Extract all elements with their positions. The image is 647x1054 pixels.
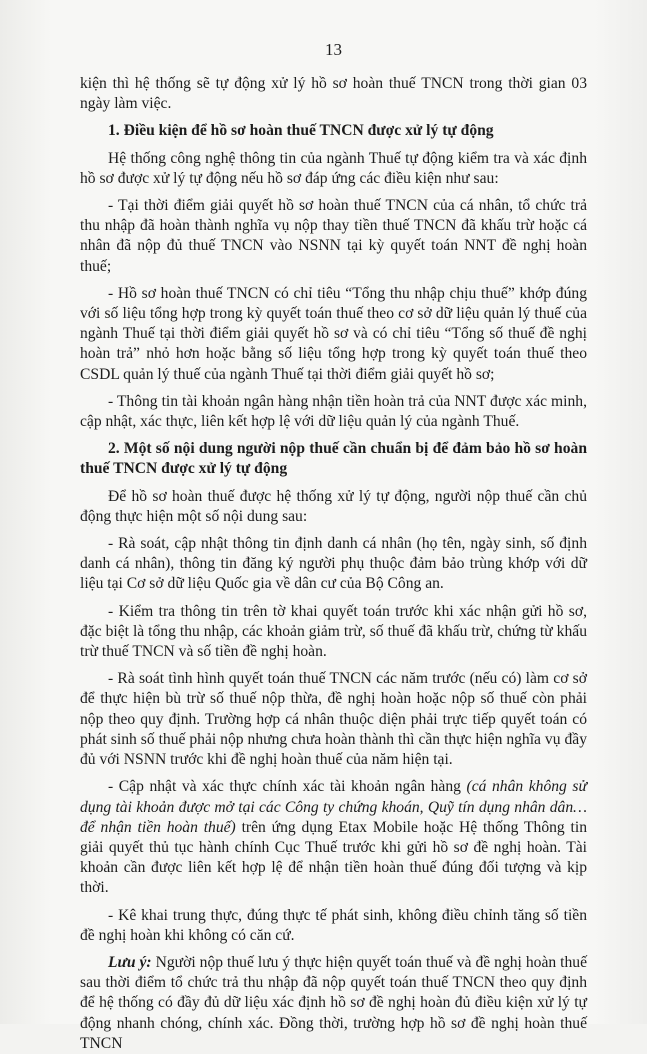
preparation-item-4-italic-note: (cá nhân không sử dụng tài khoản được mở tại các Công ty chứng khoán, Quỹ tín dụng nhân dân… để nhận tiền hoàn thuế) xyxy=(80,778,587,836)
paragraph-intro-2: Để hồ sơ hoàn thuế được hệ thống xử lý tự động, người nộp thuế cần chủ động thực hiện một số nội dung sau: xyxy=(80,487,587,525)
preparation-item-1: - Rà soát, cập nhật thông tin định danh cá nhân (họ tên, ngày sinh, số định danh cá nhân), thông tin đăng ký người phụ thuộc đảm bảo trùng khớp với dữ liệu tại Cơ sở dữ liệu Quốc gia về dân cư của Bộ Công an. xyxy=(80,535,587,593)
condition-item-1: - Tại thời điểm giải quyết hồ sơ hoàn thuế TNCN của cá nhân, tổ chức trả thu nhập đã hoàn thành nghĩa vụ nộp thay tiền thuế TNCN đã khấu trừ hoặc cá nhân đã nộp đủ thuế TNCN vào NSNN tại kỳ quyết toán NNT đề nghị hoàn thuế; xyxy=(80,197,587,275)
page-number: 13 xyxy=(325,40,342,59)
note-paragraph xyxy=(80,953,587,1054)
preparation-item-4-end: trên ứng dụng Etax Mobile hoặc Hệ thống Thông tin giải quyết thủ tục hành chính Cục Thuế trước khi gửi hồ sơ đề nghị hoàn. Tài khoản cần được liên kết hợp lệ để nhận tiền hoàn thuế đúng đối tượng và kịp thời. xyxy=(80,818,587,897)
preparation-item-4-start: - Cập nhật và xác thực chính xác tài khoản ngân hàng xyxy=(108,778,467,796)
condition-item-3: - Thông tin tài khoản ngân hàng nhận tiền hoàn trả của NNT được xác minh, cập nhật, xác thực, liên kết hợp lệ với dữ liệu quản lý của ngành Thuế. xyxy=(80,392,587,431)
section-heading-2: 2. Một số nội dung người nộp thuế cần chuẩn bị để đảm bảo hồ sơ hoàn thuế TNCN được xử lý tự động xyxy=(80,440,587,478)
paragraph-continuation: kiện thì hệ thống sẽ tự động xử lý hồ sơ hoàn thuế TNCN trong thời gian 03 ngày làm việc. xyxy=(80,75,587,113)
preparation-item-4 xyxy=(80,777,587,898)
note-label: Lưu ý: xyxy=(108,953,152,971)
preparation-item-2: - Kiểm tra thông tin trên tờ khai quyết toán trước khi xác nhận gửi hồ sơ, đặc biệt là tổng thu nhập, các khoản giảm trừ, số thuế đã khấu trừ, chứng từ khấu trừ thuế TNCN và số tiền đề nghị hoàn. xyxy=(80,602,587,661)
section-heading-1: 1. Điều kiện để hồ sơ hoàn thuế TNCN được xử lý tự động xyxy=(108,122,494,140)
note-text: Người nộp thuế lưu ý thực hiện quyết toán thuế và đề nghị hoàn thuế sau thời điểm tổ chức trả thu nhập đã nộp quyết toán thuế TNCN theo quy định để hệ thống có đầy đủ dữ liệu xác định hồ sơ đề nghị hoàn đủ điều kiện xử lý tự động nhanh chóng, chính xác. Đồng thời, trường hợp hồ sơ đề nghị hoàn thuế TNCN xyxy=(80,953,587,1052)
preparation-item-3: - Rà soát tình hình quyết toán thuế TNCN các năm trước (nếu có) làm cơ sở để thực hiện bù trừ số thuế nộp thừa, đề nghị hoàn hoặc nộp số thuế còn phải nộp theo quy định. Trường hợp cá nhân thuộc diện phải trực tiếp quyết toán có phát sinh số thuế phải nộp nhưng chưa hoàn thành thì cần thực hiện nghĩa vụ đầy đủ với NSNN trước khi đề nghị hoàn thuế của năm hiện tại. xyxy=(80,670,587,769)
preparation-item-5: - Kê khai trung thực, đúng thực tế phát sinh, không điều chỉnh tăng số tiền đề nghị hoàn khi không có căn cứ. xyxy=(80,906,587,944)
condition-item-2: - Hồ sơ hoàn thuế TNCN có chỉ tiêu “Tổng thu nhập chịu thuế” khớp đúng với số liệu tổng hợp trong kỳ quyết toán thuế theo cơ sở dữ liệu quản lý thuế của ngành Thuế tại thời điểm giải quyết hồ sơ và có chỉ tiêu “Tổng số thuế đề nghị hoàn trả” nhỏ hơn hoặc bằng số liệu tổng hợp trong kỳ quyết toán thuế theo CSDL quản lý thuế của ngành Thuế tại thời điểm giải quyết hồ sơ; xyxy=(80,284,587,383)
paragraph-intro-1: Hệ thống công nghệ thông tin của ngành Thuế tự động kiểm tra và xác định hồ sơ được xử lý tự động nếu hồ sơ đáp ứng các điều kiện như sau: xyxy=(80,149,587,187)
